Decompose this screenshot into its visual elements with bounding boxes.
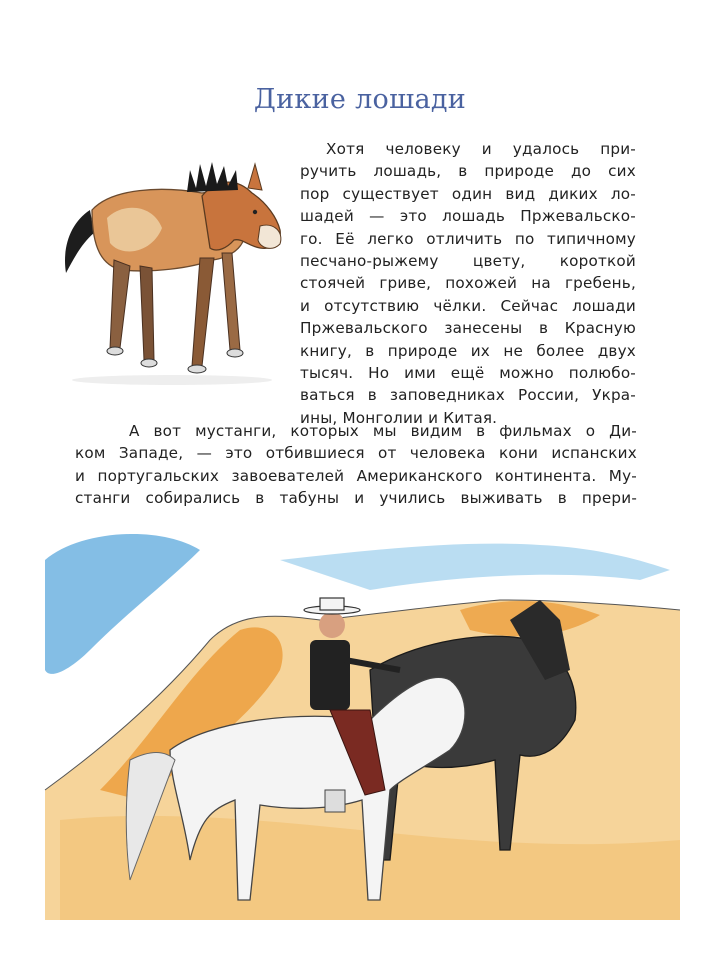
text-line (300, 250, 636, 272)
word: в (458, 162, 468, 181)
text-line (300, 384, 636, 406)
word: от (378, 444, 397, 463)
word: по (514, 229, 535, 248)
word: отличить (426, 229, 503, 248)
text-line (300, 317, 636, 339)
text-line (300, 228, 636, 250)
word: типичному (547, 229, 636, 248)
word: один (451, 184, 493, 203)
word: видим (410, 422, 463, 440)
word: занесены (444, 319, 523, 338)
page-title: Дикие лошади (253, 84, 467, 115)
text-line (300, 183, 636, 205)
word: пор (300, 184, 330, 203)
word: и (300, 296, 311, 315)
word: Американского (356, 466, 483, 485)
word: до (570, 162, 592, 181)
text-line (300, 160, 636, 182)
word: заповедниках (389, 386, 505, 405)
word: лошадь, (373, 162, 442, 181)
word: в (538, 319, 549, 338)
word: отбившиеся (265, 444, 365, 463)
word: не (503, 341, 524, 360)
word: природе (484, 162, 555, 181)
word: собирались (145, 489, 241, 508)
word: завоевателей (231, 466, 345, 485)
word: лошади (572, 296, 636, 315)
word: тысяч. (300, 363, 354, 382)
mustangs-rider-illustration (40, 520, 690, 940)
word: фильмах (499, 422, 572, 440)
word: выживать (460, 489, 543, 508)
word: в (255, 489, 265, 508)
text-line (75, 465, 637, 487)
word: можно (499, 363, 554, 382)
word: шадей (300, 207, 354, 226)
word: в (557, 489, 567, 508)
word: го. (300, 229, 323, 248)
word: на (531, 274, 551, 293)
word: Но (368, 363, 390, 382)
text-line (300, 205, 636, 227)
word: вид (505, 184, 536, 203)
word: Западе, (118, 444, 184, 463)
text-line (300, 272, 636, 294)
word: их (470, 341, 490, 360)
word: в (476, 422, 486, 440)
word: континента. (494, 466, 597, 485)
word: двух (597, 341, 636, 360)
word: природе (387, 341, 458, 360)
word: Красную (564, 319, 636, 338)
word: человеку (385, 140, 461, 158)
word: похожей (445, 274, 518, 293)
word: более (536, 341, 585, 360)
paragraph-1 (300, 138, 636, 429)
word: легко (367, 229, 414, 248)
word: ручить (300, 162, 357, 181)
word: мы (372, 422, 397, 440)
word: книгу, (300, 341, 352, 360)
word: Её (335, 229, 355, 248)
word: диких (548, 184, 598, 203)
word: и (481, 140, 492, 158)
word: Сейчас (500, 296, 559, 315)
word: цвету, (472, 251, 526, 270)
word: табуны (279, 489, 340, 508)
word: о (585, 422, 596, 440)
word: португальских (97, 466, 220, 485)
word: отсутствию (324, 296, 420, 315)
word: ими (404, 363, 436, 382)
word: гриве, (379, 274, 432, 293)
word: России, (517, 386, 580, 405)
word: это (225, 444, 253, 463)
word: и (354, 489, 365, 508)
text-line (103, 420, 637, 442)
word: ещё (450, 363, 485, 382)
paragraph-2 (75, 420, 637, 510)
word: станги (75, 489, 131, 508)
word: удалось (512, 140, 580, 158)
word: короткой (559, 251, 636, 270)
word: в (365, 341, 375, 360)
word: испанских (551, 444, 637, 463)
word: при- (600, 140, 636, 158)
word: прери- (581, 489, 637, 508)
word: человека (409, 444, 486, 463)
text-line (75, 487, 637, 509)
przewalski-horse-illustration (52, 148, 297, 388)
word: лошадь (442, 207, 505, 226)
word: это (399, 207, 427, 226)
word: Пржевальско- (520, 207, 636, 226)
word: и (75, 466, 86, 485)
text-line (300, 295, 636, 317)
text-line (300, 340, 636, 362)
word: чёлки. (433, 296, 487, 315)
word: Пржевальского (300, 319, 428, 338)
word: А (129, 422, 140, 440)
word: — (196, 444, 212, 463)
word: Хотя (326, 140, 365, 158)
word: Ди- (609, 422, 637, 440)
text-line (300, 138, 636, 160)
word: ло- (610, 184, 636, 203)
word: мустанги, (195, 422, 277, 440)
word: Му- (608, 466, 637, 485)
word: которых (290, 422, 359, 440)
word: гребень, (565, 274, 636, 293)
text-line (300, 362, 636, 384)
word: — (369, 207, 385, 226)
word: песчано-рыжему (300, 251, 439, 270)
word: в (367, 386, 377, 405)
word: полюбо- (568, 363, 636, 382)
word: сих (608, 162, 636, 181)
word: ваться (300, 386, 355, 405)
word: кони (498, 444, 539, 463)
text-line: ины, Монголии и Китая. (300, 408, 498, 427)
word: стоячей (300, 274, 366, 293)
word: учились (379, 489, 446, 508)
word: Укра- (592, 386, 636, 405)
word: ком (75, 444, 106, 463)
text-line (75, 442, 637, 464)
word: вот (153, 422, 182, 440)
word: существует (342, 184, 439, 203)
